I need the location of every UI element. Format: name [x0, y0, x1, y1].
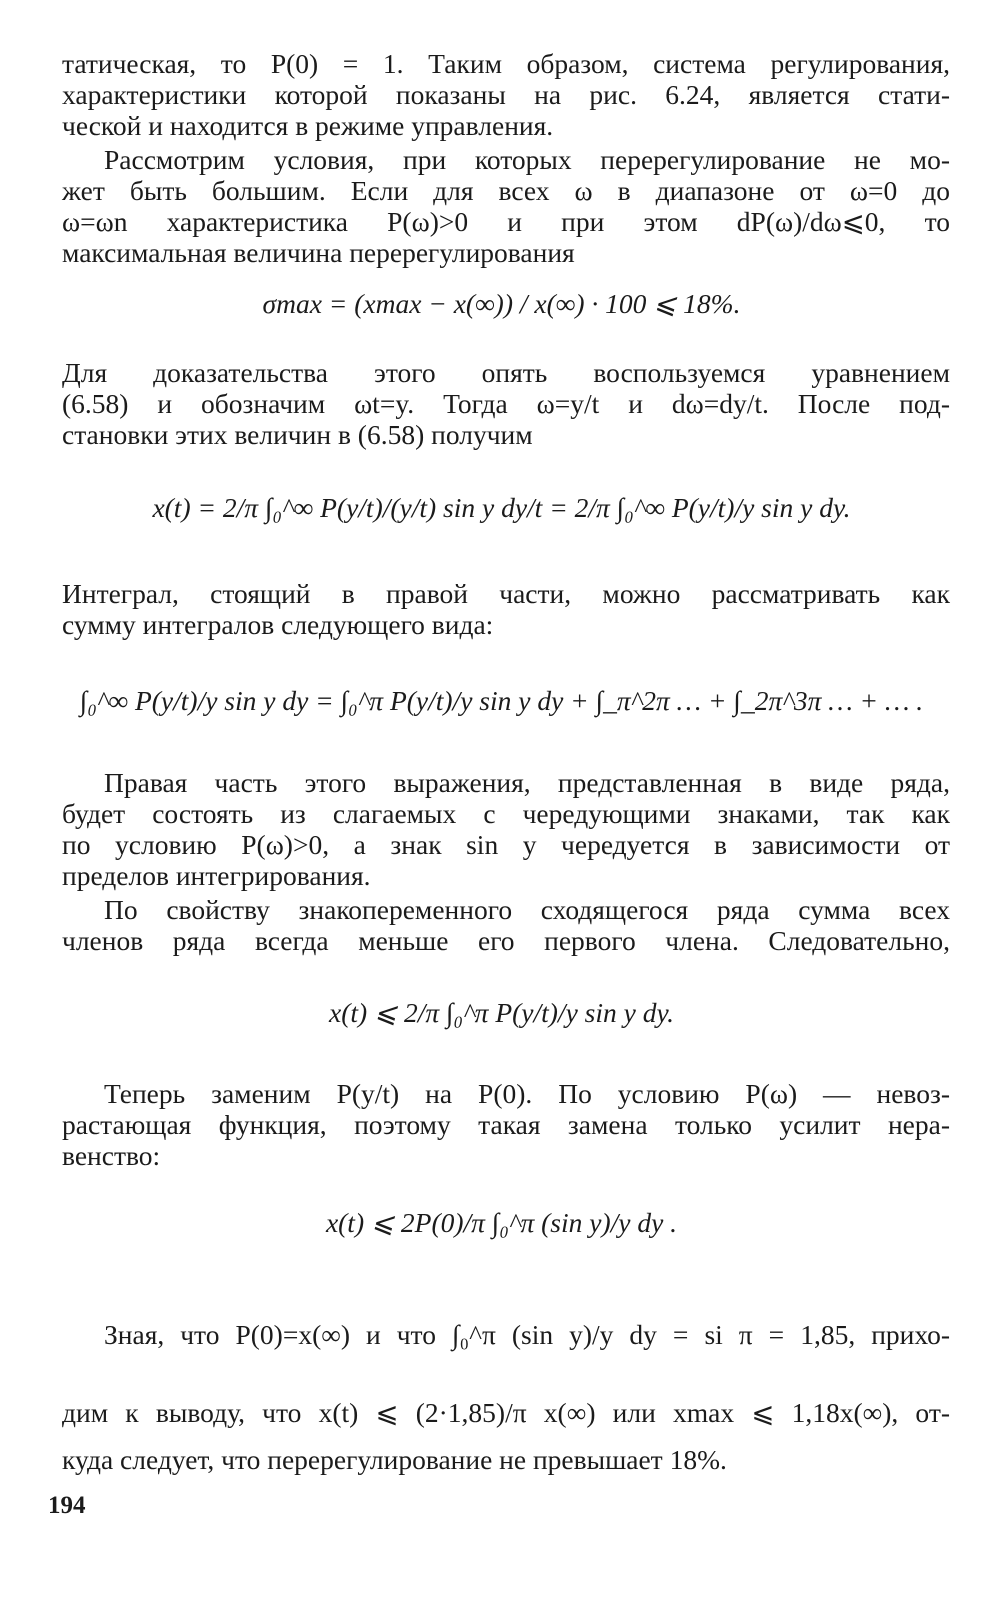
formula-si: x(t) ⩽ 2P(0)/π ∫₀^π (sin y)/y dy .	[325, 1207, 678, 1238]
text-line: членов ряда всегда меньше его первого члена. Следовательно,	[62, 925, 950, 956]
text-line: куда следует, что перерегулирование не превышает 18%.	[62, 1444, 727, 1475]
text-line: Правая часть этого выражения, представленная в виде ряда,	[104, 767, 950, 798]
formula-overshoot: σmax = (xmax − x(∞)) / x(∞) · 100 ⩽ 18%.	[262, 288, 741, 319]
text-line: ческой и находится в режиме управления.	[62, 110, 554, 141]
text-line: Для доказательства этого опять воспользуемся уравнением	[62, 357, 950, 388]
text-line: По свойству знакопеременного сходящегося ряда сумма всех	[104, 894, 950, 925]
text-line: Зная, что P(0)=x(∞) и что ∫₀^π (sin y)/y dy = si π = 1,85, прихо-	[104, 1319, 950, 1350]
formula-series: ∫₀^∞ P(y/t)/y sin y dy = ∫₀^π P(y/t)/y sin y dy + ∫_π^2π … + ∫_2π^3π … + … .	[79, 685, 924, 716]
text-line: становки этих величин в (6.58) получим	[62, 419, 533, 450]
text-line: характеристики которой показаны на рис. 6.24, является стати-	[62, 79, 950, 110]
text-line: максимальная величина перерегулирования	[62, 237, 575, 268]
text-line: ω=ωn характеристика P(ω)>0 и при этом dP(ω)/dω⩽0, то	[62, 206, 950, 237]
text-line: пределов интегрирования.	[62, 860, 371, 891]
text-line: по условию P(ω)>0, а знак sin y чередуется в зависимости от	[62, 829, 950, 860]
page-number: 194	[48, 1492, 86, 1519]
text-line: Рассмотрим условия, при которых перерегулирование не мо-	[104, 144, 950, 175]
text-line: сумму интегралов следующего вида:	[62, 609, 494, 640]
text-line: татическая, то P(0) = 1. Таким образом, система регулирования,	[62, 48, 950, 79]
text-line: (6.58) и обозначим ωt=y. Тогда ω=y/t и dω=dy/t. После под-	[62, 388, 950, 419]
formula-bound: x(t) ⩽ 2/π ∫₀^π P(y/t)/y sin y dy.	[328, 997, 675, 1028]
text-line: Теперь заменим P(y/t) на P(0). По условию P(ω) — невоз-	[104, 1078, 950, 1109]
text-line: венство:	[62, 1140, 161, 1171]
text-line: дим к выводу, что x(t) ⩽ (2·1,85)/π x(∞) или xmax ⩽ 1,18x(∞), от-	[62, 1397, 950, 1428]
text-line: жет быть большим. Если для всех ω в диапазоне от ω=0 до	[62, 175, 950, 206]
text-line: Интеграл, стоящий в правой части, можно рассматривать как	[62, 578, 950, 609]
text-line: растающая функция, поэтому такая замена только усилит нера-	[62, 1109, 950, 1140]
formula-transient: x(t) = 2/π ∫₀^∞ P(y/t)/(y/t) sin y dy/t = 2/π ∫₀^∞ P(y/t)/y sin y dy.	[152, 492, 851, 523]
text-line: будет состоять из слагаемых с чередующими знаками, так как	[62, 798, 950, 829]
